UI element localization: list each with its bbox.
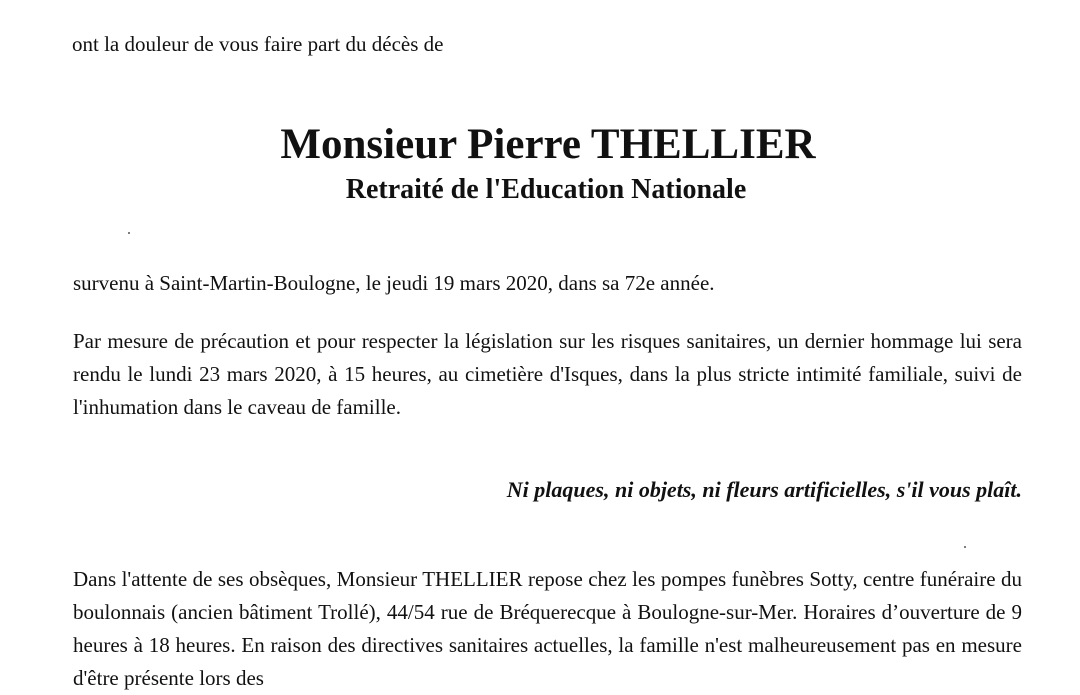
deceased-name: Monsieur Pierre THELLIER — [280, 121, 816, 168]
ceremony-paragraph: Par mesure de précaution et pour respecter la législation sur les risques sanitaires, un dernier hommage lui sera rendu le lundi 23 mars 2020, à 15 heures, au cimetière d'Isques, dans la plus stricte intimité familiale, suivi de l'inhumation dans le caveau de famille. — [73, 329, 1022, 419]
no-flowers-request: Ni plaques, ni objets, ni fleurs artificielles, s'il vous plaît. — [506, 477, 1022, 502]
rest-location-paragraph: Dans l'attente de ses obsèques, Monsieur THELLIER repose chez les pompes funèbres Sotty, centre funéraire du boulonnais (ancien bâtiment Trollé), 44/54 rue de Bréquerecque à Boulogne-sur-Mer. Horaires d’ouverture de 9 heures à 18 heures. En raison des directives sanitaires actuelles, la famille n'est malheureusement pas en mesure d'être présente lors des — [73, 567, 1022, 690]
death-date-text: survenu à Saint-Martin-Boulogne, le jeudi 19 mars 2020, dans sa 72e année. — [73, 271, 715, 295]
scan-speck — [128, 232, 130, 234]
intro-text: ont la douleur de vous faire part du décès de — [72, 32, 444, 56]
deceased-title: Retraité de l'Education Nationale — [345, 174, 747, 205]
scan-speck — [964, 546, 966, 548]
